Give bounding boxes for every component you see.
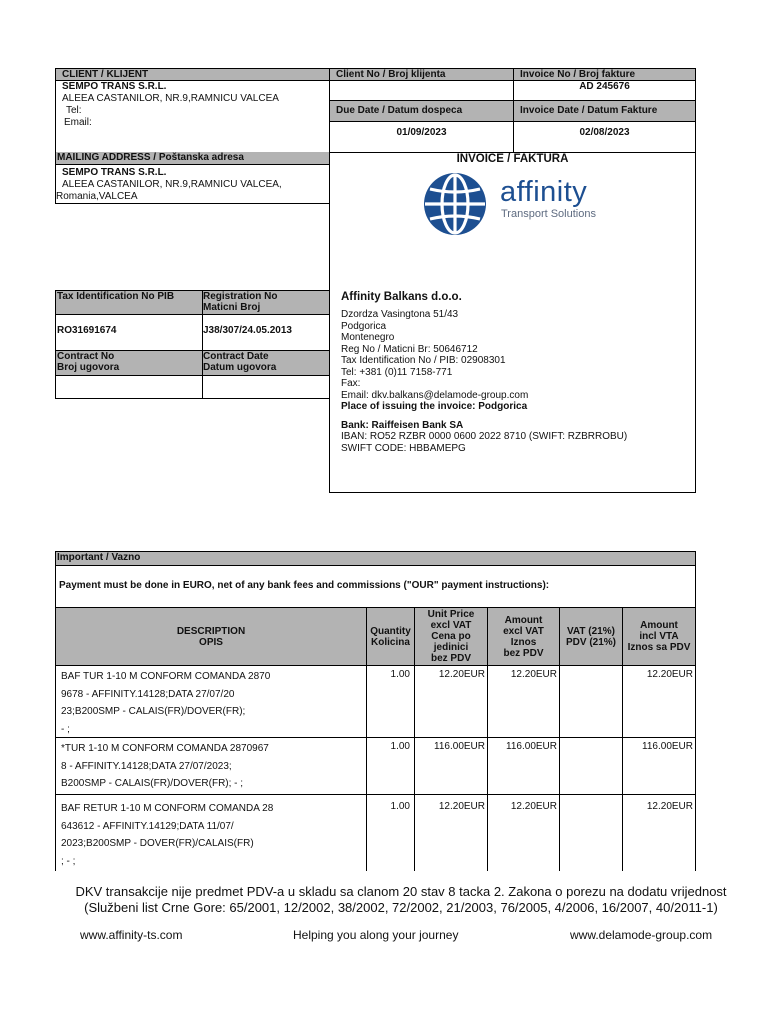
client-header: CLIENT / KLIJENT [56,69,329,81]
qty-header-l2: Kolicina [371,636,410,648]
desc-line: 2023;B200SMP - DOVER(FR)/CALAIS(FR) [61,838,254,849]
price-header-l2: excl VAT [430,620,472,631]
desc-line: 9678 - AFFINITY.14128;DATA 27/07/20 [61,688,235,700]
contract-date-header [203,351,329,375]
desc-line: BAF RETUR 1-10 M CONFORM COMANDA 28 [61,803,274,814]
client-tel: Tel: [66,105,82,116]
affinity-logo [420,170,620,240]
invoice-date-value: 02/08/2023 [579,127,630,138]
desc-line: - ; [61,723,70,735]
price-header-l4: jedinici [433,642,469,653]
client-name: SEMPO TRANS S.R.L. [62,81,167,92]
row-total: 116.00EUR [642,741,693,752]
row-quantity: 1.00 [390,669,410,680]
globe-icon [422,171,488,237]
company-bank: Bank: Raiffeisen Bank SA [341,419,464,431]
row-amount: 12.20EUR [510,801,557,812]
footer-slogan: Helping you along your journey [293,928,459,942]
vat-header-l2: PDV (21%) [565,636,616,648]
desc-header-l1: DESCRIPTION [176,625,246,637]
total-header-l1: Amount [640,620,678,631]
legal-note-line2: (Službeni list Crne Gore: 65/2001, 12/2002, 38/2002, 72/2002, 21/2003, 76/2005, 4/2006, 16/2007, 40/2011-1) [84,900,718,915]
logo-tagline: Transport Solutions [501,208,596,220]
company-swift: SWIFT CODE: HBBAMEPG [341,442,466,454]
company-tax: Tax Identification No / PIB: 02908301 [341,355,506,366]
row-amount: 12.20EUR [510,669,557,680]
invoice-date-header: Invoice Date / Datum Fakture [514,101,695,122]
client-address: ALEEA CASTANILOR, NR.9,RAMNICU VALCEA [62,93,279,104]
amount-header-l3: Iznos [510,636,537,648]
desc-line: 23;B200SMP - CALAIS(FR)/DOVER(FR); [61,706,246,717]
row-description [61,800,286,870]
col-amount-header [488,608,559,665]
price-header-l1: Unit Price [427,609,475,620]
amount-header-l4: bez PDV [503,647,544,659]
row-description [61,668,286,738]
logo-word: affinity [500,176,588,208]
due-date-header: Due Date / Datum dospeca [330,101,513,122]
contract-header-line2: Broj ugovora [57,362,120,373]
payment-note: Payment must be done in EURO, net of any bank fees and commissions ("OUR" payment instructions): [59,580,550,591]
client-email: Email: [64,117,92,128]
client-no-box [329,68,514,101]
pib-header: Tax Identification No PIB [56,291,202,314]
invoice-title: INVOICE / FAKTURA [456,153,569,165]
amount-header-l1: Amount [504,614,543,626]
due-date-value: 01/09/2023 [396,127,447,138]
reg-header [203,291,329,314]
mailing-country: Romania,VALCEA [56,191,138,202]
invoice-no-header: Invoice No / Broj fakture [514,69,695,81]
mailing-name: SEMPO TRANS S.R.L. [62,167,167,178]
client-section [55,68,330,153]
mailing-header: MAILING ADDRESS / Poštanska adresa [56,152,329,165]
company-fax: Fax: [341,378,361,389]
total-header-l2: incl VTA [639,631,679,642]
pib-value: RO31691674 [57,325,117,336]
desc-line: ; - ; [61,855,76,867]
company-city: Podgorica [341,320,387,332]
row-unit-price: 116.00EUR [434,741,485,752]
desc-line: 8 - AFFINITY.14128;DATA 27/07/2023; [61,760,232,772]
contract-date-header-line1: Contract Date [203,351,269,362]
desc-header-l2: OPIS [199,636,223,648]
col-quantity-header [367,608,414,665]
company-info [341,290,691,454]
tax-section [55,290,330,399]
company-email: Email: dkv.balkans@delamode-group.com [341,389,529,401]
row-total: 12.20EUR [646,801,693,812]
company-street: Dzordza Vasingtona 51/43 [341,309,459,320]
important-header: Important / Vazno [56,552,695,566]
row-unit-price: 12.20EUR [438,801,485,812]
company-tel: Tel: +381 (0)11 7158-771 [341,366,453,378]
price-header-l3: Cena po [431,631,471,642]
invoice-no-box [513,68,696,101]
desc-line: *TUR 1-10 M CONFORM COMANDA 2870967 [61,743,269,754]
price-header-l5: bez PDV [430,653,471,664]
desc-line: BAF TUR 1-10 M CONFORM COMANDA 2870 [61,671,271,682]
row-unit-price: 12.20EUR [438,669,485,680]
due-date-box [329,100,514,153]
invoice-date-box [513,100,696,153]
company-country: Montenegro [341,332,395,343]
row-quantity: 1.00 [390,801,410,812]
amount-header-l2: excl VAT [503,625,544,637]
affinity-website-link[interactable]: www.affinity-ts.com [80,928,183,942]
row-quantity: 1.00 [390,741,410,752]
company-name: Affinity Balkans d.o.o. [341,291,462,303]
row-total: 12.20EUR [646,669,693,680]
desc-line: 643612 - AFFINITY.14129;DATA 11/07/ [61,820,234,832]
invoice-no-value: AD 245676 [579,81,630,92]
col-unit-price-header [415,608,487,665]
total-header-l3: Iznos sa PDV [627,642,691,653]
contract-header [56,351,202,375]
reg-value: J38/307/24.05.2013 [203,325,292,336]
desc-line: B200SMP - CALAIS(FR)/DOVER(FR); - ; [61,778,244,789]
col-description-header [56,608,366,665]
company-iban: IBAN: RO52 RZBR 0000 0600 2022 8710 (SWIFT: RZBRROBU) [341,431,628,442]
delamode-website-link[interactable]: www.delamode-group.com [570,928,713,942]
mailing-address: ALEEA CASTANILOR, NR.9,RAMNICU VALCEA, [62,179,282,190]
row-description [61,740,286,793]
vat-header-l1: VAT (21%) [567,625,615,637]
legal-note-line1: DKV transakcije nije predmet PDV-a u skladu sa clanom 20 stav 8 tacka 2. Zakona o porezu na dodatu vrijednost [75,884,727,899]
contract-header-line1: Contract No [57,351,115,362]
col-vat-header [560,608,622,665]
reg-header-line2: Maticni Broj [203,302,261,313]
col-total-header [623,608,695,665]
company-place: Place of issuing the invoice: Podgorica [341,401,528,412]
reg-header-line1: Registration No [203,291,278,302]
company-reg: Reg No / Maticni Br: 50646712 [341,343,478,355]
contract-date-header-line2: Datum ugovora [203,362,277,373]
row-amount: 116.00EUR [506,741,557,752]
qty-header-l1: Quantity [370,625,411,637]
client-no-header: Client No / Broj klijenta [330,69,513,81]
mailing-section [55,152,330,204]
